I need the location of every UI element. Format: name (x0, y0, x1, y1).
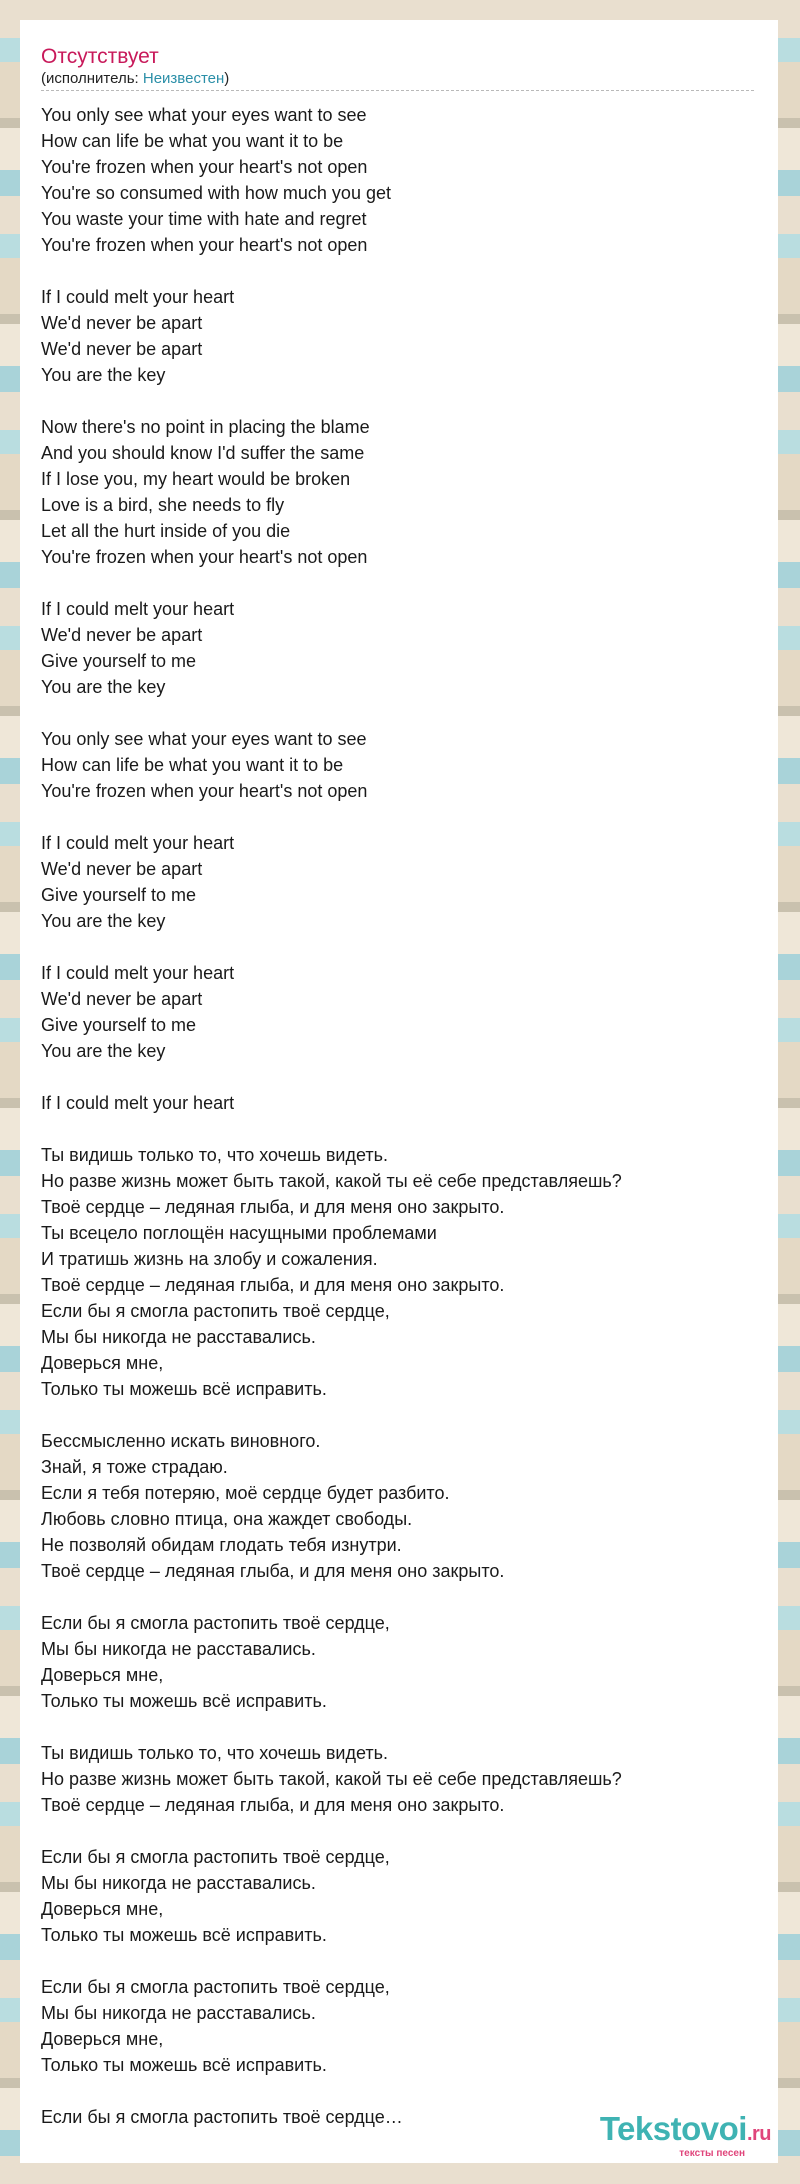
lyric-line: If I could melt your heart (41, 287, 235, 307)
lyric-line: Give yourself to me (41, 651, 197, 671)
lyric-line: Если бы я смогла растопить твоё сердце, (41, 1847, 390, 1867)
lyric-line: How can life be what you want it to be (41, 131, 344, 151)
lyric-line: If I could melt your heart (41, 963, 235, 983)
stanza (41, 1090, 758, 1116)
lyric-line: Не позволяй обидам глодать тебя изнутри. (41, 1535, 402, 1555)
lyric-line: We'd never be apart (41, 625, 203, 645)
lyric-line: Мы бы никогда не расставались. (41, 1327, 316, 1347)
lyric-line: Let all the hurt inside of you die (41, 521, 291, 541)
lyric-line: Ты видишь только то, что хочешь видеть. (41, 1145, 389, 1165)
lyric-line: Твоё сердце – ледяная глыба, и для меня оно закрыто. (41, 1795, 505, 1815)
stanza (41, 1740, 758, 1818)
logo-tagline: тексты песен (679, 2148, 745, 2159)
lyric-line: Give yourself to me (41, 1015, 197, 1035)
stanza (41, 596, 758, 700)
lyric-line: You're frozen when your heart's not open (41, 781, 368, 801)
stanza (41, 102, 758, 258)
lyric-line: Любовь словно птица, она жаждет свободы. (41, 1509, 413, 1529)
stanza (41, 1974, 758, 2078)
stanza (41, 1610, 758, 1714)
lyric-line: If I lose you, my heart would be broken (41, 469, 351, 489)
lyric-line: How can life be what you want it to be (41, 755, 344, 775)
lyric-line: Ты видишь только то, что хочешь видеть. (41, 1743, 389, 1763)
stanza (41, 830, 758, 934)
lyric-line: You only see what your eyes want to see (41, 105, 367, 125)
lyric-line: Если бы я смогла растопить твоё сердце, (41, 1301, 390, 1321)
lyric-line: Но разве жизнь может быть такой, какой ты её себе представляешь? (41, 1171, 622, 1191)
lyrics-card (20, 20, 778, 2163)
logo-main-text: Tekstovoi (599, 2110, 747, 2147)
lyric-line: Доверься мне, (41, 2029, 164, 2049)
lyric-line: Только ты можешь всё исправить. (41, 1925, 327, 1945)
lyric-line: Ты всецело поглощён насущными проблемами (41, 1223, 437, 1243)
lyric-line: We'd never be apart (41, 859, 203, 879)
artist-suffix: ) (224, 70, 230, 87)
lyric-line: You only see what your eyes want to see (41, 729, 367, 749)
stanza (41, 960, 758, 1064)
lyric-line: Только ты можешь всё исправить. (41, 1691, 327, 1711)
lyric-line: Только ты можешь всё исправить. (41, 1379, 327, 1399)
lyric-line: You are the key (41, 365, 166, 385)
lyric-line: You waste your time with hate and regret (41, 209, 367, 229)
lyric-line: We'd never be apart (41, 989, 203, 1009)
logo-wordmark (599, 2110, 771, 2150)
lyric-line: If I could melt your heart (41, 1093, 235, 1113)
lyric-line: You're frozen when your heart's not open (41, 157, 368, 177)
stanza (41, 726, 758, 804)
lyric-line: Твоё сердце – ледяная глыба, и для меня оно закрыто. (41, 1275, 505, 1295)
lyric-line: You're so consumed with how much you get (41, 183, 391, 203)
stanza (41, 284, 758, 388)
lyric-line: We'd never be apart (41, 313, 203, 333)
lyric-line: И тратишь жизнь на злобу и сожаления. (41, 1249, 378, 1269)
lyric-line: If I could melt your heart (41, 599, 235, 619)
lyric-line: Now there's no point in placing the blame (41, 417, 370, 437)
artist-line (41, 70, 754, 91)
lyric-line: Если бы я смогла растопить твоё сердце, (41, 1977, 390, 1997)
artist-link[interactable]: Неизвестен (142, 70, 225, 87)
lyric-line: Твоё сердце – ледяная глыба, и для меня оно закрыто. (41, 1561, 505, 1581)
lyric-line: And you should know I'd suffer the same (41, 443, 365, 463)
lyric-line: Если я тебя потеряю, моё сердце будет разбито. (41, 1483, 450, 1503)
lyric-line: You're frozen when your heart's not open (41, 235, 368, 255)
lyric-line: You're frozen when your heart's not open (41, 547, 368, 567)
lyric-line: Give yourself to me (41, 885, 197, 905)
lyric-line: Доверься мне, (41, 1899, 164, 1919)
song-title: Отсутствует (41, 45, 159, 68)
stanza (41, 1142, 758, 1402)
lyric-line: You are the key (41, 677, 166, 697)
stanza (41, 1428, 758, 1584)
stanza (41, 414, 758, 570)
lyric-line: Если бы я смогла растопить твоё сердце, (41, 1613, 390, 1633)
lyrics-body (41, 102, 758, 2130)
stanza (41, 1844, 758, 1948)
lyric-line: Знай, я тоже страдаю. (41, 1457, 228, 1477)
artist-prefix: (исполнитель: (41, 70, 143, 87)
lyric-line: Только ты можешь всё исправить. (41, 2055, 327, 2075)
lyric-line: If I could melt your heart (41, 833, 235, 853)
lyric-line: Твоё сердце – ледяная глыба, и для меня оно закрыто. (41, 1197, 505, 1217)
lyric-line: You are the key (41, 911, 166, 931)
site-logo[interactable] (599, 2110, 771, 2159)
lyric-line: Мы бы никогда не расставались. (41, 2003, 316, 2023)
lyric-line: Мы бы никогда не расставались. (41, 1639, 316, 1659)
lyric-line: Мы бы никогда не расставались. (41, 1873, 316, 1893)
lyric-line: You are the key (41, 1041, 166, 1061)
lyric-line: Доверься мне, (41, 1353, 164, 1373)
lyric-line: We'd never be apart (41, 339, 203, 359)
lyric-line: Если бы я смогла растопить твоё сердце… (41, 2107, 403, 2127)
lyric-line: Бессмысленно искать виновного. (41, 1431, 321, 1451)
logo-tld: .ru (746, 2123, 771, 2145)
lyric-line: Но разве жизнь может быть такой, какой ты её себе представляешь? (41, 1769, 622, 1789)
lyric-line: Love is a bird, she needs to fly (41, 495, 285, 515)
lyric-line: Доверься мне, (41, 1665, 164, 1685)
